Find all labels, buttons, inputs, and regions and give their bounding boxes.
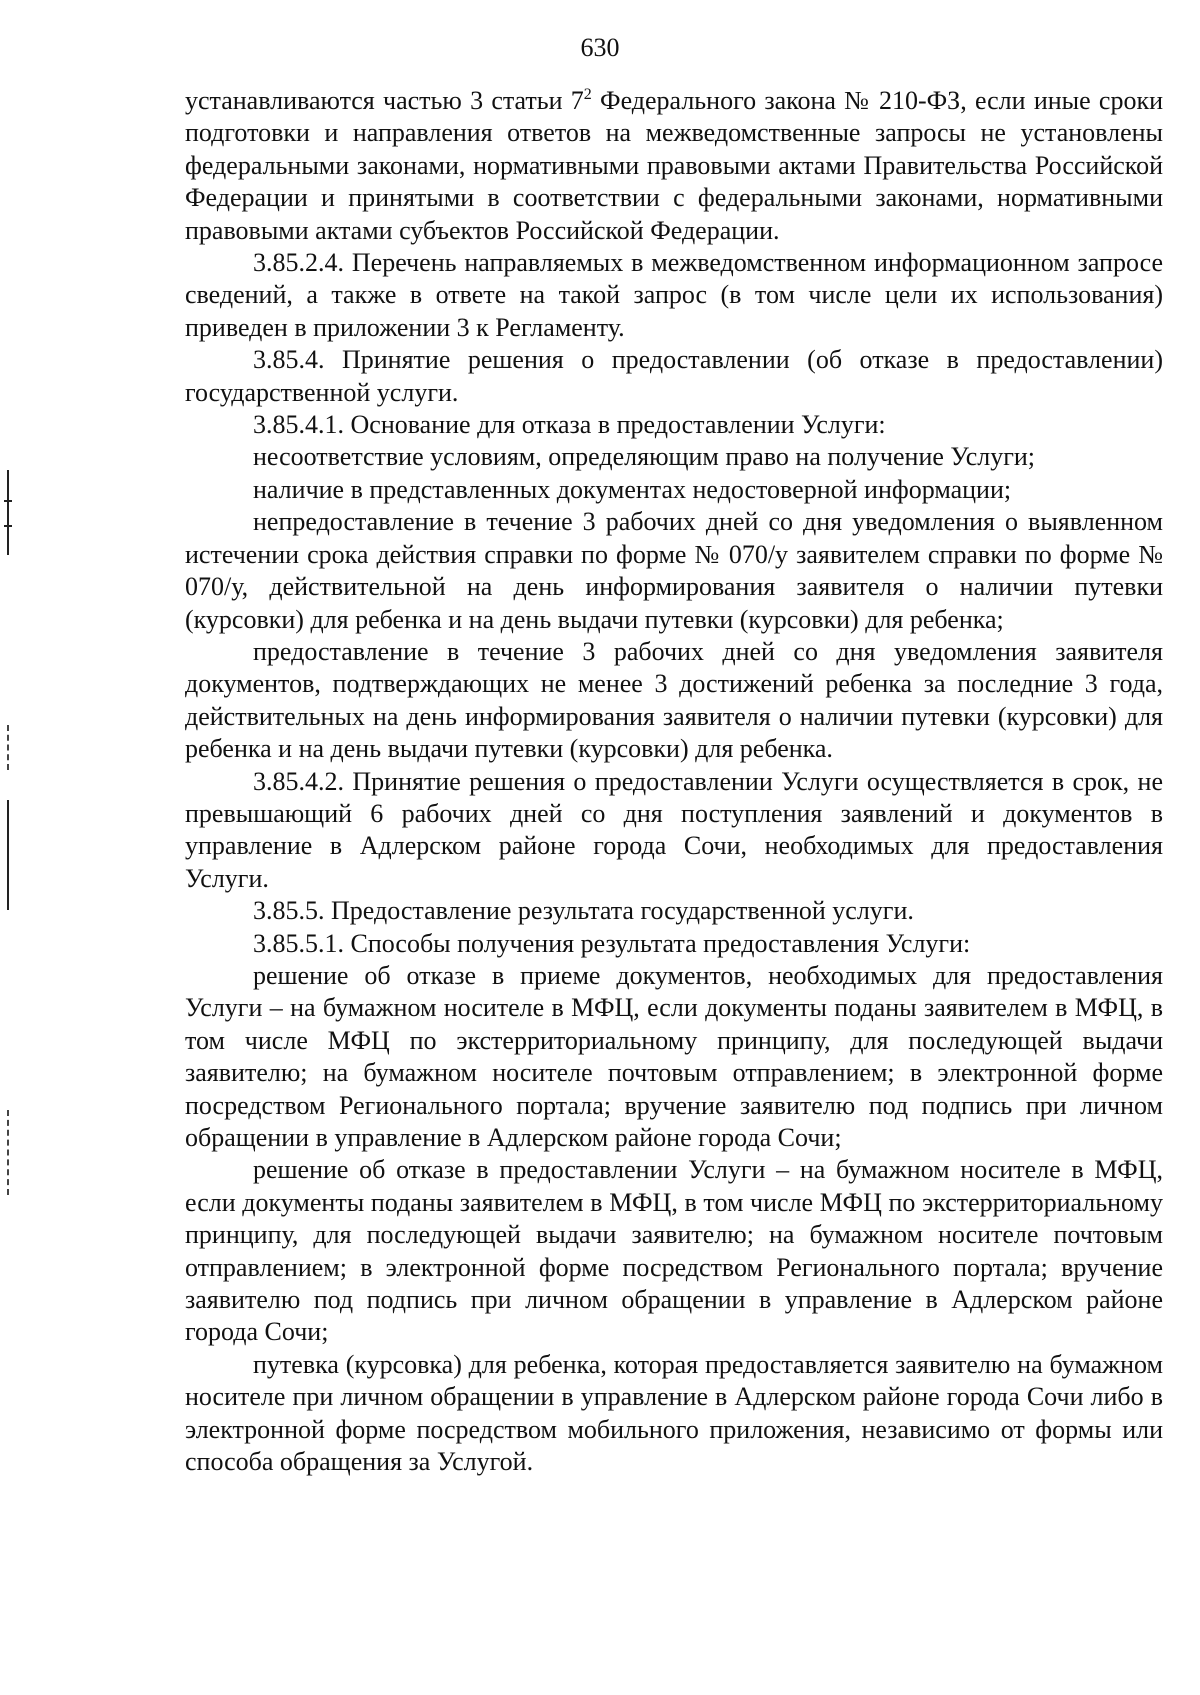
document-body xyxy=(185,85,1163,1478)
paragraph: предоставление в течение 3 рабочих дней со дня уведомления заявителя документов, подтверждающих не менее 3 достижений ребенка за последние 3 года, действительных на день информирования заявителя о наличии путевки (курсовки) для ребенка и на день выдачи путевки (курсовки) для ребенка. xyxy=(185,636,1163,764)
margin-binding-mark xyxy=(7,1110,9,1195)
paragraph: 3.85.5.1. Способы получения результата предоставления Услуги: xyxy=(253,928,971,958)
page-number: 630 xyxy=(580,33,620,62)
superscript: 2 xyxy=(583,86,592,103)
paragraph xyxy=(185,85,1163,247)
margin-binding-mark xyxy=(7,725,9,770)
paragraph: 3.85.4.1. Основание для отказа в предоставлении Услуги: xyxy=(253,410,886,440)
margin-tick xyxy=(4,500,12,502)
paragraph: непредоставление в течение 3 рабочих дней со дня уведомления о выявленном истечении срока действия справки по форме № 070/у заявителем справки по форме № 070/у, действительной на день информирования заявителя о наличии путевки (курсовки) для ребенка и на день выдачи путевки (курсовки) для ребенка; xyxy=(185,507,1163,634)
paragraph: 3.85.2.4. Перечень направляемых в межведомственном информационном запросе сведений, а также в ответе на такой запрос (в том числе цели их использования) приведен в приложении 3 к Регламенту. xyxy=(185,248,1163,342)
paragraph: путевка (курсовка) для ребенка, которая предоставляется заявителю на бумажном носителе при личном обращении в управление в Адлерском районе города Сочи либо в электронной форме посредством мобильного приложения, независимо от формы или способа обращения за Услугой. xyxy=(185,1349,1163,1477)
paragraph: решение об отказе в предоставлении Услуги – на бумажном носителе в МФЦ, если документы поданы заявителем в МФЦ, в том числе МФЦ по экстерриториальному принципу, для последующей выдачи заявителю; на бумажном носителе почтовым отправлением; в электронной форме посредством Регионального портала; вручение заявителю под подпись при личном обращении в управление в Адлерском районе города Сочи; xyxy=(185,1155,1163,1347)
margin-tick xyxy=(4,525,12,527)
paragraph: несоответствие условиям, определяющим право на получение Услуги; xyxy=(253,442,1036,472)
paragraph-text: устанавливаются частью 3 статьи 7 xyxy=(185,86,584,115)
paragraph: 3.85.4. Принятие решения о предоставлении (об отказе в предоставлении) государственной услуги. xyxy=(185,345,1163,407)
paragraph: 3.85.4.2. Принятие решения о предоставлении Услуги осуществляется в срок, не превышающий 6 рабочих дней со дня поступления заявлений и документов в управление в Адлерском районе города Сочи, необходимых для предоставления Услуги. xyxy=(185,766,1163,893)
paragraph: наличие в представленных документах недостоверной информации; xyxy=(253,474,1012,504)
margin-binding-mark xyxy=(7,800,9,910)
paragraph: 3.85.5. Предоставление результата государственной услуги. xyxy=(253,896,914,926)
paragraph: решение об отказе в приеме документов, необходимых для предоставления Услуги – на бумажном носителе в МФЦ, если документы поданы заявителем в МФЦ, в том числе МФЦ по экстерриториальному принципу, для последующей выдачи заявителю; на бумажном носителе почтовым отправлением; в электронной форме посредством Регионального портала; вручение заявителю под подпись при личном обращении в управление в Адлерском районе города Сочи; xyxy=(185,960,1163,1152)
margin-binding-mark xyxy=(7,470,9,555)
paragraph-text: Федерального закона № 210-ФЗ, если иные сроки подготовки и направления ответов на межведомственные запросы не установлены федеральными законами, нормативными правовыми актами Правительства Российской Федерации и принятыми в соответствии с федеральными законами, нормативными правовыми актами субъектов Российской Федерации. xyxy=(185,86,1163,245)
